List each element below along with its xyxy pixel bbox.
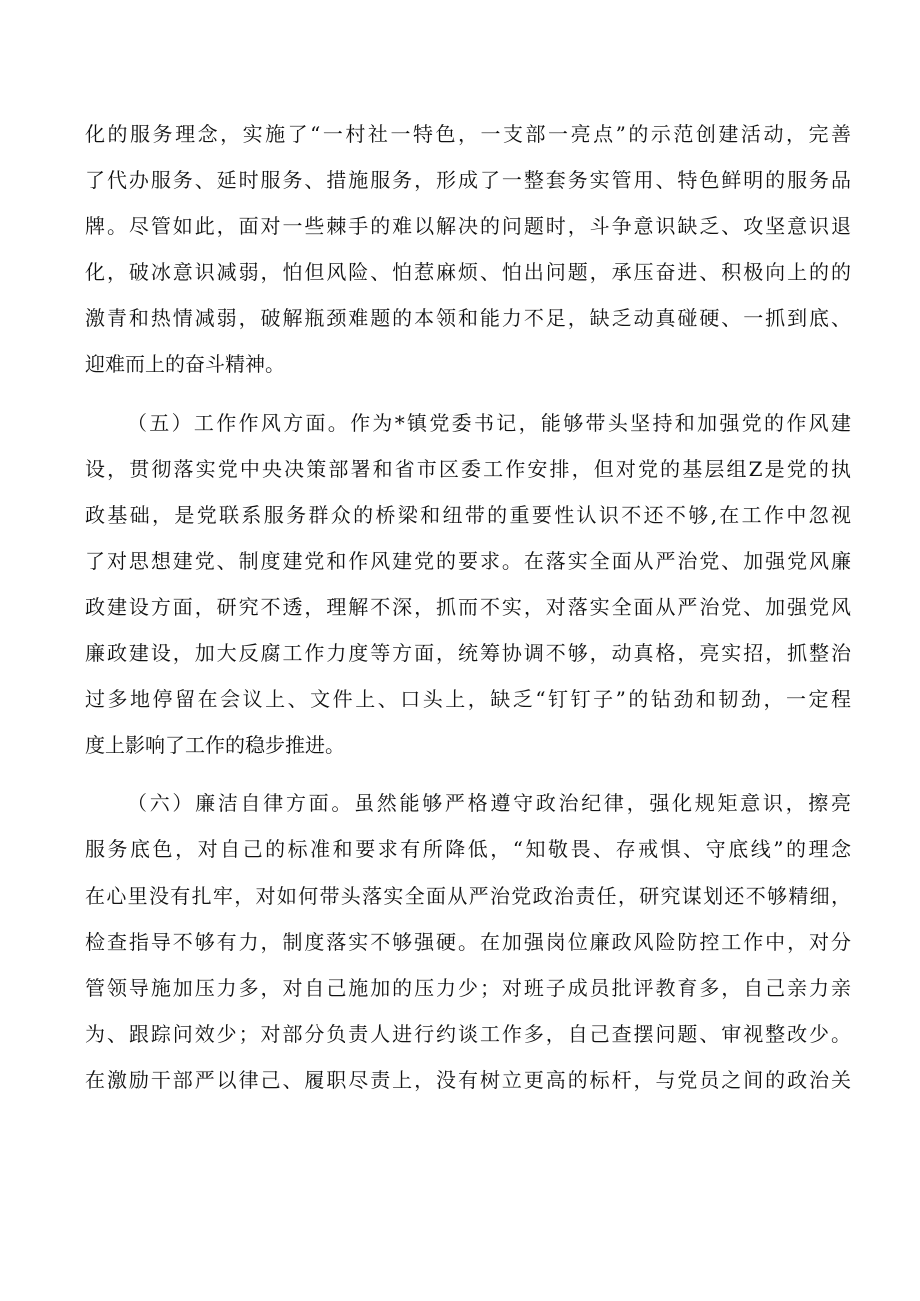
text-line: 度上影响了工作的稳步推进。 [85,733,345,758]
document-page [85,111,851,1115]
text-line: 政建设方面，研究不透，理解不深，抓而不实，对落实全面从严治党、加强党风 [85,594,851,619]
text-line: 激青和热情减弱，破解瓶颈难题的本领和能力不足，缺乏动真碰硬、一抓到底、 [85,306,851,331]
text-line: 过多地停留在会议上、文件上、口头上，缺乏“钉钉子”的钻劲和韧劲，一定程 [85,687,851,712]
text-line: （六）廉洁自律方面。虽然能够严格遵守政治纪律，强化规矩意识，擦亮 [127,791,851,816]
text-line: 廉政建设，加大反腐工作力度等方面，统筹协调不够，动真格，亮实招，抓整治 [85,641,851,666]
paragraph-continued [85,111,851,388]
text-line: 牌。尽管如此，面对一些棘手的难以解决的问题时，斗争意识缺乏、攻坚意识退 [85,214,851,239]
text-line: 化，破冰意识减弱，怕但风险、怕惹麻烦、怕出问题，承压奋进、积极向上的的 [85,260,851,285]
text-line: 了代办服务、延时服务、措施服务，形成了一整套务实管用、特色鲜明的服务品 [85,168,851,193]
text-line: 管领导施加压力多，对自己施加的压力少；对班子成员批评教育多，自己亲力亲 [85,975,851,1000]
text-line: 在心里没有扎牢，对如何带头落实全面从严治党政治责任，研究谋划还不够精细， [85,883,851,908]
text-line: （五）工作作风方面。作为*镇党委书记，能够带头坚持和加强党的作风建 [127,410,851,435]
text-line: 服务底色，对自己的标准和要求有所降低，“知敬畏、存戒惧、守底线”的理念 [85,837,851,862]
paragraph-work-style [85,400,851,769]
text-line: 政基础，是党联系服务群众的桥梁和纽带的重要性认识不还不够,在工作中忽视 [85,502,851,527]
text-line: 了对思想建党、制度建党和作风建党的要求。在落实全面从严治党、加强党风廉 [85,548,851,573]
text-line: 检查指导不够有力，制度落实不够强硬。在加强岗位廉政风险防控工作中，对分 [85,929,851,954]
text-line: 设，贯彻落实党中央决策部署和省市区委工作安排，但对党的基层组Z是党的执 [85,456,851,481]
text-line: 迎难而上的奋斗精神。 [85,352,285,377]
paragraph-integrity [85,780,851,1103]
text-line: 化的服务理念，实施了“一村社一特色，一支部一亮点”的示范创建活动，完善 [85,122,851,146]
text-line: 在激励干部严以律己、履职尽责上，没有树立更高的标杆，与党员之间的政治关 [85,1067,851,1092]
text-line: 为、跟踪问效少；对部分负责人进行约谈工作多，自己查摆问题、审视整改少。 [85,1021,851,1046]
